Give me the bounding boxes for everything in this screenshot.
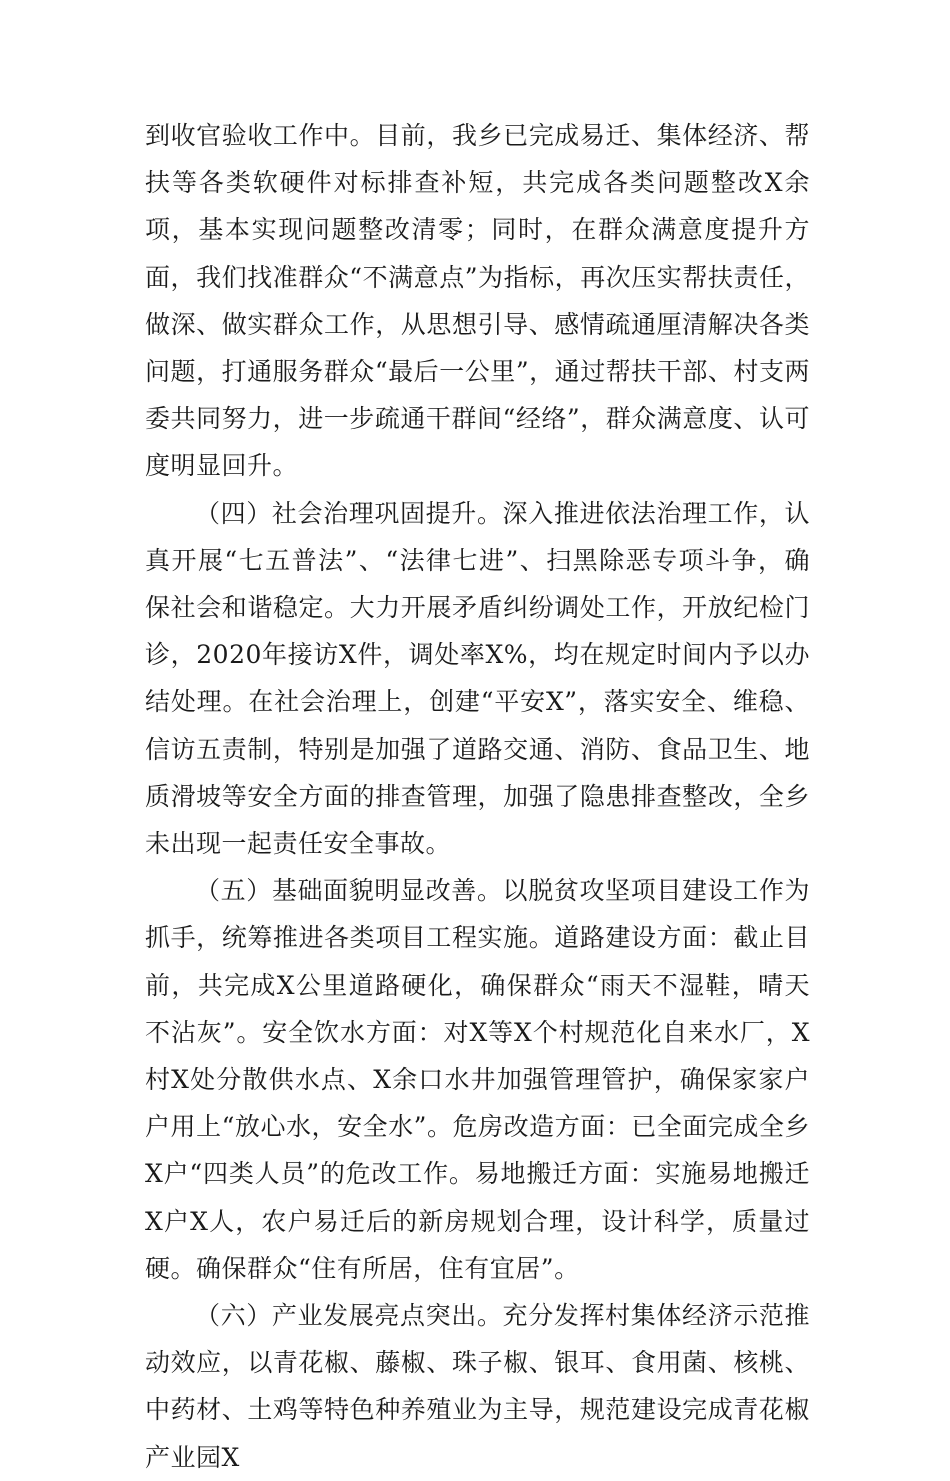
paragraph-industry: （六）产业发展亮点突出。充分发挥村集体经济示范推动效应，以青花椒、藤椒、珠子椒、银耳、食用菌、核桃、中药材、土鸡等特色种养殖业为主导，规范建设完成青花椒产业园X	[145, 1301, 810, 1472]
paragraph-continuation: 到收官验收工作中。目前，我乡已完成易迁、集体经济、帮扶等各类软硬件对标排查补短，共完成各类问题整改X余项，基本实现问题整改清零；同时，在群众满意度提升方面，我们找准群众“不满意点”为指标，再次压实帮扶责任，做深、做实群众工作，从思想引导、感情疏通厘清解决各类问题，打通服务群众“最后一公里”，通过帮扶干部、村支两委共同努力，进一步疏通干群间“经络”，群众满意度、认可度明显回升。	[145, 121, 810, 481]
paragraph-infrastructure: （五）基础面貌明显改善。以脱贫攻坚项目建设工作为抓手，统筹推进各类项目工程实施。道路建设方面：截止目前，共完成X公里道路硬化，确保群众“雨天不湿鞋，晴天不沾灰”。安全饮水方面：对X等X个村规范化自来水厂，X村X处分散供水点、X余口水井加强管理管护，确保家家户户用上“放心水，安全水”。危房改造方面：已全面完成全乡X户“四类人员”的危改工作。易地搬迁方面：实施易地搬迁X户X人，农户易迁后的新房规划合理，设计科学，质量过硬。确保群众“住有所居，住有宜居”。	[145, 876, 810, 1283]
document-body	[145, 112, 810, 1481]
paragraph-social-governance: （四）社会治理巩固提升。深入推进依法治理工作，认真开展“七五普法”、“法律七进”、扫黑除恶专项斗争，确保社会和谐稳定。大力开展矛盾纠纷调处工作，开放纪检门诊，2020年接访X件，调处率X%，均在规定时间内予以办结处理。在社会治理上，创建“平安X”，落实安全、维稳、信访五责制，特别是加强了道路交通、消防、食品卫生、地质滑坡等安全方面的排查管理，加强了隐患排查整改，全乡未出现一起责任安全事故。	[145, 498, 810, 859]
